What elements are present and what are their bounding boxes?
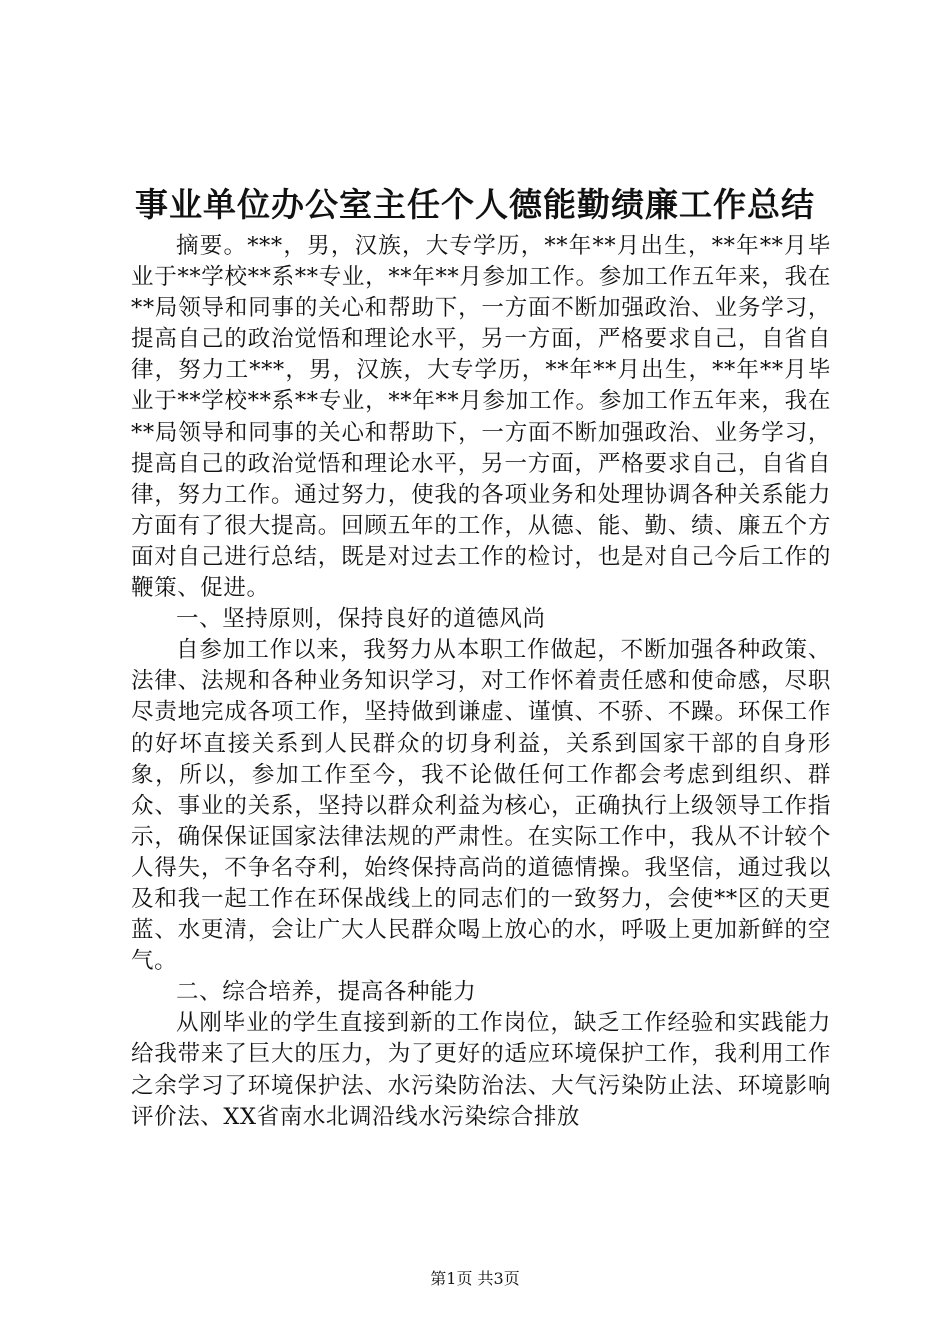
section-heading-1: 一、坚持原则，保持良好的道德风尚 xyxy=(176,606,546,633)
abstract-paragraph: 摘要。***，男，汉族，大专学历，**年**月出生，**年**月毕业于**学校**系**专业，**年**月参加工作。参加工作五年来，我在**局领导和同事的关心和帮助下，一方面不断加强政治、业务学习，提高自己的政治觉悟和理论水平，另一方面，严格要求自己，自省自律，努力工***，男，汉族，大专学历，**年**月出生，**年**月毕业于**学校**系**专业，**年**月参加工作。参加工作五年来，我在**局领导和同事的关心和帮助下，一方面不断加强政治、业务学习，提高自己的政治觉悟和理论水平，另一方面，严格要求自己，自省自律，努力工作。通过努力，使我的各项业务和处理协调各种关系能力方面有了很大提高。回顾五年的工作，从德、能、勤、绩、廉五个方面对自己进行总结，既是对过去工作的检讨，也是对自己今后工作的鞭策、促进。 xyxy=(131,233,831,602)
document-body xyxy=(131,231,831,1133)
page-footer: 第1页 共3页 xyxy=(430,1269,520,1288)
section-2-paragraph: 从刚毕业的学生直接到新的工作岗位，缺乏工作经验和实践能力给我带来了巨大的压力，为了更好的适应环境保护工作，我利用工作之余学习了环境保护法、水污染防治法、大气污染防止法、环境影响评价法、XX省南水北调沿线水污染综合排放 xyxy=(131,1010,831,1130)
section-heading-2: 二、综合培养，提高各种能力 xyxy=(176,979,477,1006)
section-1-paragraph: 自参加工作以来，我努力从本职工作做起，不断加强各种政策、法律、法规和各种业务知识学习，对工作怀着责任感和使命感，尽职尽责地完成各项工作，坚持做到谦虚、谨慎、不骄、不躁。环保工作的好坏直接关系到人民群众的切身利益，关系到国家干部的自身形象，所以，参加工作至今，我不论做任何工作都会考虑到组织、群众、事业的关系，坚持以群众利益为核心，正确执行上级领导工作指示，确保保证国家法律法规的严肃性。在实际工作中，我从不计较个人得失，不争名夺利，始终保持高尚的道德情操。我坚信，通过我以及和我一起工作在环保战线上的同志们的一致努力，会使**区的天更蓝、水更清，会让广大人民群众喝上放心的水，呼吸上更加新鲜的空气。 xyxy=(131,637,831,975)
document-title: 事业单位办公室主任个人德能勤绩廉工作总结 xyxy=(135,185,815,224)
